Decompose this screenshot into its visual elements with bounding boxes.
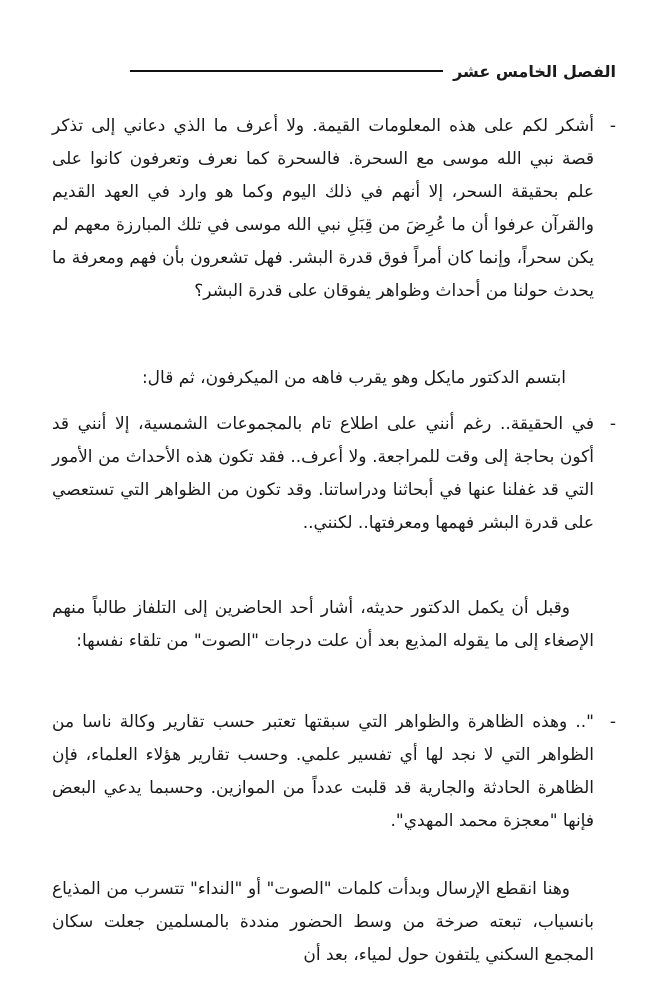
paragraph-narration-2 (52, 592, 594, 658)
paragraph-narration-3 (52, 873, 594, 972)
running-header (130, 56, 616, 86)
paragraph-text: ".. وهذه الظاهرة والظواهر التي سبقتها تعتبر حسب تقارير وكالة ناسا من الظواهر التي لا نجد لها أي تفسير علمي. وحسب تقارير هؤلاء العلماء، فإن الظاهرة الحادثة والجارية قد قلبت عدداً من الموازين. وحسبما يدعي البعض فإنها "معجزة محمد المهدي". (52, 712, 594, 831)
paragraph-dialogue-3 (52, 706, 616, 838)
paragraph-narration-1 (52, 362, 566, 395)
dialogue-dash: - (609, 116, 616, 136)
dialogue-dash: - (609, 414, 616, 434)
paragraph-text: ابتسم الدكتور مايكل وهو يقرب فاهه من الميكرفون، ثم قال: (141, 368, 566, 388)
paragraph-text: أشكر لكم على هذه المعلومات القيمة. ولا أعرف ما الذي دعاني إلى تذكر قصة نبي الله موسى مع السحرة. فالسحرة كما نعرف وتعرفون كانوا على علم بحقيقة السحر، إلا أنهم في ذلك اليوم وكما هو وارد في العهد القديم والقرآن عرفوا أن ما عُرِضَ من قِبَلِ نبي الله موسى في تلك المبارزة معهم لم يكن سحراً، وإنما كان أمراً فوق قدرة البشر. فهل تشعرون بأن فهم ومعرفة ما يحدث حولنا من أحداث وظواهر يفوقان على قدرة البشر؟ (52, 116, 594, 301)
header-rule (130, 70, 443, 72)
paragraph-dialogue-1 (52, 110, 616, 308)
dialogue-dash: - (609, 712, 616, 732)
paragraph-dialogue-2 (52, 408, 616, 540)
paragraph-text: وقبل أن يكمل الدكتور حديثه، أشار أحد الحاضرين إلى التلفاز طالباً منهم الإصغاء إلى ما يقوله المذيع بعد أن علت درجات "الصوت" من تلقاء نفسها: (52, 598, 594, 651)
paragraph-text: في الحقيقة.. رغم أنني على اطلاع تام بالمجموعات الشمسية، إلا أنني قد أكون بحاجة إلى وقت للمراجعة. ولا أعرف.. فقد تكون هذه الأحداث من الأمور التي قد غفلنا عنها في أبحاثنا ودراساتنا. وقد تكون من الظواهر التي تستعصي على قدرة البشر فهمها ومعرفتها.. لكنني.. (52, 414, 594, 533)
paragraph-text: وهنا انقطع الإرسال وبدأت كلمات "الصوت" أو "النداء" تتسرب من المذياع بانسياب، تبعته صرخة من وسط الحضور منددة بالمسلمين جعلت سكان المجمع السكني يلتفون حول لمياء، بعد أن (52, 879, 594, 965)
chapter-title: الفصل الخامس عشر (453, 61, 616, 81)
